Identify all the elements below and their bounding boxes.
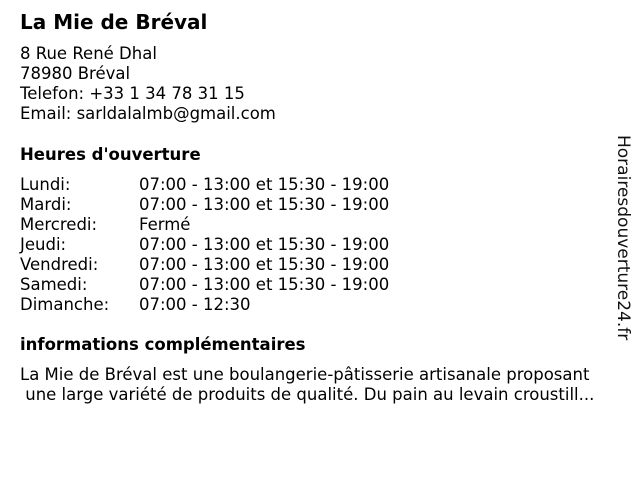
day-label: Vendredi: — [20, 255, 99, 274]
contact-block — [20, 44, 276, 124]
time-value: 07:00 - 13:00 et 15:30 - 19:00 — [139, 175, 390, 194]
site-watermark: Horairesdouverture24.fr — [613, 135, 633, 341]
street-address: 8 Rue René Dhal — [20, 44, 157, 63]
time-value: Fermé — [139, 215, 191, 234]
time-value: 07:00 - 13:00 et 15:30 - 19:00 — [139, 235, 390, 254]
phone-number: Telefon: +33 1 34 78 31 15 — [20, 84, 245, 103]
city-postal: 78980 Bréval — [20, 64, 131, 83]
description-text — [20, 365, 635, 405]
day-label: Samedi: — [20, 275, 88, 294]
email-address: Email: sarldalalmb@gmail.com — [20, 104, 276, 123]
time-value: 07:00 - 13:00 et 15:30 - 19:00 — [139, 195, 390, 214]
time-value: 07:00 - 13:00 et 15:30 - 19:00 — [139, 255, 390, 274]
day-label: Mardi: — [20, 195, 72, 214]
time-value: 07:00 - 12:30 — [139, 295, 251, 314]
hours-heading: Heures d'ouverture — [20, 145, 201, 164]
business-name: La Mie de Bréval — [20, 10, 208, 34]
day-label: Mercredi: — [20, 215, 98, 234]
day-label: Lundi: — [20, 175, 71, 194]
info-heading: informations complémentaires — [20, 335, 306, 354]
description-line: une large variété de produits de qualité. Du pain au levain croustill... — [20, 385, 595, 404]
time-value: 07:00 - 13:00 et 15:30 - 19:00 — [139, 275, 390, 294]
description-line: La Mie de Bréval est une boulangerie-pâtisserie artisanale proposant — [20, 365, 590, 384]
day-label: Jeudi: — [20, 235, 67, 254]
day-label: Dimanche: — [20, 295, 110, 314]
